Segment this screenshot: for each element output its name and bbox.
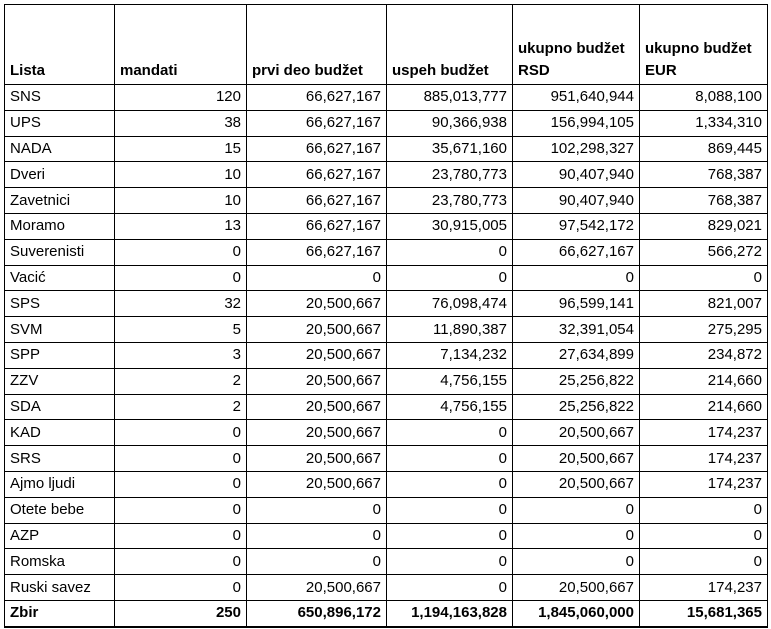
header-prvi-deo-budzet[interactable]: prvi deo budžet xyxy=(247,5,387,85)
total-uspeh-budzet[interactable]: 1,194,163,828 xyxy=(387,600,513,626)
cell-prvi-deo-budzet[interactable]: 66,627,167 xyxy=(247,162,387,188)
cell-prvi-deo-budzet[interactable]: 20,500,667 xyxy=(247,291,387,317)
cell-prvi-deo-budzet[interactable]: 66,627,167 xyxy=(247,188,387,214)
table-row xyxy=(5,575,768,601)
table-row xyxy=(5,110,768,136)
cell-lista[interactable]: Ajmo ljudi xyxy=(5,471,115,497)
cell-prvi-deo-budzet[interactable]: 0 xyxy=(247,549,387,575)
header-row xyxy=(5,5,768,85)
table-row xyxy=(5,162,768,188)
cell-mandati[interactable]: 0 xyxy=(115,575,247,601)
cell-uspeh-budzet[interactable]: 90,366,938 xyxy=(387,110,513,136)
cell-mandati[interactable]: 0 xyxy=(115,239,247,265)
cell-mandati[interactable]: 10 xyxy=(115,162,247,188)
cell-ukupno-budzet-rsd[interactable]: 951,640,944 xyxy=(513,85,640,111)
cell-mandati[interactable]: 38 xyxy=(115,110,247,136)
cell-ukupno-budzet-eur[interactable]: 8,088,100 xyxy=(640,85,768,111)
cell-uspeh-budzet[interactable]: 76,098,474 xyxy=(387,291,513,317)
cell-lista[interactable]: KAD xyxy=(5,420,115,446)
cell-lista[interactable]: Zavetnici xyxy=(5,188,115,214)
cell-uspeh-budzet[interactable]: 0 xyxy=(387,575,513,601)
table-row xyxy=(5,342,768,368)
cell-ukupno-budzet-rsd[interactable]: 0 xyxy=(513,549,640,575)
table-row xyxy=(5,136,768,162)
total-row xyxy=(5,600,768,626)
table-row xyxy=(5,549,768,575)
cell-uspeh-budzet[interactable]: 4,756,155 xyxy=(387,394,513,420)
cell-mandati[interactable]: 13 xyxy=(115,213,247,239)
cell-uspeh-budzet[interactable]: 0 xyxy=(387,523,513,549)
cell-ukupno-budzet-rsd[interactable]: 66,627,167 xyxy=(513,239,640,265)
cell-mandati[interactable]: 5 xyxy=(115,317,247,343)
cell-prvi-deo-budzet[interactable]: 20,500,667 xyxy=(247,317,387,343)
table-row xyxy=(5,317,768,343)
cell-uspeh-budzet[interactable]: 885,013,777 xyxy=(387,85,513,111)
cell-ukupno-budzet-rsd[interactable]: 20,500,667 xyxy=(513,575,640,601)
cell-prvi-deo-budzet[interactable]: 20,500,667 xyxy=(247,446,387,472)
cell-ukupno-budzet-eur[interactable]: 768,387 xyxy=(640,188,768,214)
cell-prvi-deo-budzet[interactable]: 66,627,167 xyxy=(247,136,387,162)
cell-prvi-deo-budzet[interactable]: 66,627,167 xyxy=(247,239,387,265)
cell-lista[interactable]: SNS xyxy=(5,85,115,111)
cell-mandati[interactable]: 10 xyxy=(115,188,247,214)
cell-mandati[interactable]: 32 xyxy=(115,291,247,317)
table-row xyxy=(5,471,768,497)
table-row xyxy=(5,420,768,446)
header-ukupno-budzet-rsd[interactable]: ukupno budžet RSD xyxy=(513,5,640,85)
cell-ukupno-budzet-eur[interactable]: 0 xyxy=(640,497,768,523)
cell-mandati[interactable]: 0 xyxy=(115,471,247,497)
cell-prvi-deo-budzet[interactable]: 20,500,667 xyxy=(247,368,387,394)
cell-prvi-deo-budzet[interactable]: 66,627,167 xyxy=(247,85,387,111)
cell-prvi-deo-budzet[interactable]: 20,500,667 xyxy=(247,394,387,420)
cell-ukupno-budzet-eur[interactable]: 174,237 xyxy=(640,471,768,497)
table-row xyxy=(5,239,768,265)
table-row xyxy=(5,265,768,291)
table-row xyxy=(5,213,768,239)
total-label[interactable]: Zbir xyxy=(5,600,115,626)
table-body xyxy=(5,85,768,601)
cell-lista[interactable]: Moramo xyxy=(5,213,115,239)
cell-lista[interactable]: SRS xyxy=(5,446,115,472)
cell-ukupno-budzet-eur[interactable]: 214,660 xyxy=(640,368,768,394)
cell-ukupno-budzet-rsd[interactable]: 25,256,822 xyxy=(513,368,640,394)
header-lista[interactable]: Lista xyxy=(5,5,115,85)
cell-uspeh-budzet[interactable]: 0 xyxy=(387,471,513,497)
cell-mandati[interactable]: 0 xyxy=(115,265,247,291)
cell-mandati[interactable]: 0 xyxy=(115,523,247,549)
table-row xyxy=(5,85,768,111)
cell-prvi-deo-budzet[interactable]: 66,627,167 xyxy=(247,110,387,136)
cell-mandati[interactable]: 0 xyxy=(115,497,247,523)
cell-lista[interactable]: NADA xyxy=(5,136,115,162)
cell-ukupno-budzet-eur[interactable]: 1,334,310 xyxy=(640,110,768,136)
cell-ukupno-budzet-eur[interactable]: 829,021 xyxy=(640,213,768,239)
header-mandati[interactable]: mandati xyxy=(115,5,247,85)
cell-ukupno-budzet-rsd[interactable]: 0 xyxy=(513,523,640,549)
cell-lista[interactable]: Suverenisti xyxy=(5,239,115,265)
cell-uspeh-budzet[interactable]: 0 xyxy=(387,239,513,265)
cell-ukupno-budzet-eur[interactable]: 821,007 xyxy=(640,291,768,317)
cell-ukupno-budzet-rsd[interactable]: 0 xyxy=(513,497,640,523)
cell-lista[interactable]: Ruski savez xyxy=(5,575,115,601)
cell-mandati[interactable]: 0 xyxy=(115,446,247,472)
cell-lista[interactable]: Romska xyxy=(5,549,115,575)
cell-ukupno-budzet-rsd[interactable]: 90,407,940 xyxy=(513,162,640,188)
table-row xyxy=(5,291,768,317)
cell-ukupno-budzet-rsd[interactable]: 90,407,940 xyxy=(513,188,640,214)
cell-prvi-deo-budzet[interactable]: 20,500,667 xyxy=(247,575,387,601)
cell-uspeh-budzet[interactable]: 0 xyxy=(387,446,513,472)
cell-prvi-deo-budzet[interactable]: 20,500,667 xyxy=(247,342,387,368)
cell-lista[interactable]: Dveri xyxy=(5,162,115,188)
cell-lista[interactable]: Otete bebe xyxy=(5,497,115,523)
cell-prvi-deo-budzet[interactable]: 20,500,667 xyxy=(247,471,387,497)
cell-ukupno-budzet-eur[interactable]: 768,387 xyxy=(640,162,768,188)
table-row xyxy=(5,394,768,420)
cell-uspeh-budzet[interactable]: 7,134,232 xyxy=(387,342,513,368)
cell-lista[interactable]: SPP xyxy=(5,342,115,368)
cell-ukupno-budzet-rsd[interactable]: 0 xyxy=(513,265,640,291)
cell-ukupno-budzet-rsd[interactable]: 32,391,054 xyxy=(513,317,640,343)
cell-lista[interactable]: Vacić xyxy=(5,265,115,291)
cell-uspeh-budzet[interactable]: 0 xyxy=(387,420,513,446)
table-row xyxy=(5,446,768,472)
total-prvi-deo-budzet[interactable]: 650,896,172 xyxy=(247,600,387,626)
cell-prvi-deo-budzet[interactable]: 20,500,667 xyxy=(247,420,387,446)
cell-uspeh-budzet[interactable]: 11,890,387 xyxy=(387,317,513,343)
cell-ukupno-budzet-eur[interactable]: 214,660 xyxy=(640,394,768,420)
cell-mandati[interactable]: 2 xyxy=(115,368,247,394)
cell-uspeh-budzet[interactable]: 30,915,005 xyxy=(387,213,513,239)
cell-mandati[interactable]: 3 xyxy=(115,342,247,368)
cell-uspeh-budzet[interactable]: 0 xyxy=(387,497,513,523)
budget-table xyxy=(4,4,768,628)
cell-mandati[interactable]: 2 xyxy=(115,394,247,420)
cell-lista[interactable]: ZZV xyxy=(5,368,115,394)
cell-ukupno-budzet-eur[interactable]: 234,872 xyxy=(640,342,768,368)
cell-ukupno-budzet-rsd[interactable]: 102,298,327 xyxy=(513,136,640,162)
cell-ukupno-budzet-rsd[interactable]: 96,599,141 xyxy=(513,291,640,317)
table-row xyxy=(5,368,768,394)
cell-ukupno-budzet-eur[interactable]: 174,237 xyxy=(640,575,768,601)
cell-ukupno-budzet-rsd[interactable]: 97,542,172 xyxy=(513,213,640,239)
cell-prvi-deo-budzet[interactable]: 0 xyxy=(247,523,387,549)
cell-lista[interactable]: AZP xyxy=(5,523,115,549)
cell-mandati[interactable]: 0 xyxy=(115,549,247,575)
cell-ukupno-budzet-eur[interactable]: 275,295 xyxy=(640,317,768,343)
cell-mandati[interactable]: 120 xyxy=(115,85,247,111)
header-ukupno-budzet-eur[interactable]: ukupno budžet EUR xyxy=(640,5,768,85)
cell-ukupno-budzet-rsd[interactable]: 25,256,822 xyxy=(513,394,640,420)
cell-mandati[interactable]: 15 xyxy=(115,136,247,162)
cell-prvi-deo-budzet[interactable]: 66,627,167 xyxy=(247,213,387,239)
cell-uspeh-budzet[interactable]: 23,780,773 xyxy=(387,162,513,188)
cell-uspeh-budzet[interactable]: 0 xyxy=(387,265,513,291)
cell-ukupno-budzet-eur[interactable]: 174,237 xyxy=(640,420,768,446)
cell-ukupno-budzet-eur[interactable]: 869,445 xyxy=(640,136,768,162)
total-mandati[interactable]: 250 xyxy=(115,600,247,626)
cell-ukupno-budzet-eur[interactable]: 0 xyxy=(640,265,768,291)
cell-ukupno-budzet-eur[interactable]: 566,272 xyxy=(640,239,768,265)
cell-ukupno-budzet-eur[interactable]: 0 xyxy=(640,549,768,575)
cell-ukupno-budzet-rsd[interactable]: 156,994,105 xyxy=(513,110,640,136)
cell-lista[interactable]: SDA xyxy=(5,394,115,420)
cell-uspeh-budzet[interactable]: 35,671,160 xyxy=(387,136,513,162)
cell-lista[interactable]: UPS xyxy=(5,110,115,136)
cell-uspeh-budzet[interactable]: 0 xyxy=(387,549,513,575)
cell-uspeh-budzet[interactable]: 23,780,773 xyxy=(387,188,513,214)
total-ukupno-budzet-eur[interactable]: 15,681,365 xyxy=(640,600,768,626)
table-row xyxy=(5,188,768,214)
cell-ukupno-budzet-rsd[interactable]: 20,500,667 xyxy=(513,446,640,472)
cell-ukupno-budzet-eur[interactable]: 174,237 xyxy=(640,446,768,472)
cell-ukupno-budzet-rsd[interactable]: 20,500,667 xyxy=(513,471,640,497)
cell-uspeh-budzet[interactable]: 4,756,155 xyxy=(387,368,513,394)
cell-prvi-deo-budzet[interactable]: 0 xyxy=(247,497,387,523)
cell-ukupno-budzet-rsd[interactable]: 27,634,899 xyxy=(513,342,640,368)
cell-mandati[interactable]: 0 xyxy=(115,420,247,446)
cell-lista[interactable]: SPS xyxy=(5,291,115,317)
total-ukupno-budzet-rsd[interactable]: 1,845,060,000 xyxy=(513,600,640,626)
header-uspeh-budzet[interactable]: uspeh budžet xyxy=(387,5,513,85)
cell-prvi-deo-budzet[interactable]: 0 xyxy=(247,265,387,291)
cell-ukupno-budzet-rsd[interactable]: 20,500,667 xyxy=(513,420,640,446)
table-row xyxy=(5,523,768,549)
cell-lista[interactable]: SVM xyxy=(5,317,115,343)
table-row xyxy=(5,497,768,523)
cell-ukupno-budzet-eur[interactable]: 0 xyxy=(640,523,768,549)
